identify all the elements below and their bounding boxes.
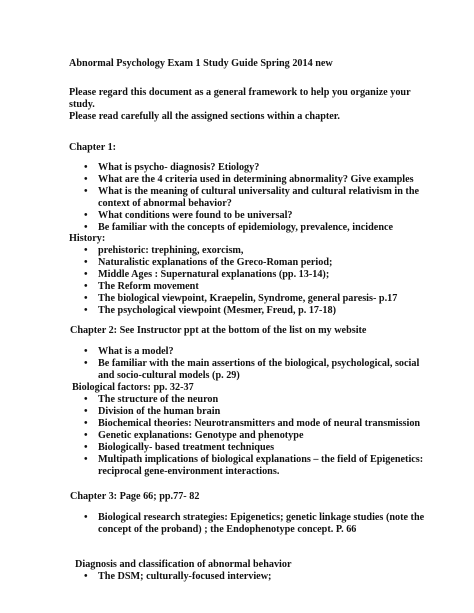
list-item: • Division of the human brain	[84, 406, 221, 417]
list-item: • The Reform movement	[84, 281, 199, 292]
list-item: • Middle Ages : Supernatural explanations (pp. 13-14);	[84, 269, 330, 280]
list-item: • The biological viewpoint, Kraepelin, Syndrome, general paresis- p.17	[84, 293, 398, 304]
document-title: Abnormal Psychology Exam 1 Study Guide Spring 2014 new	[69, 58, 333, 69]
list-item-continuation: reciprocal gene-environment interactions.	[98, 466, 280, 477]
list-item: • Biochemical theories: Neurotransmitters and mode of neural transmission	[84, 418, 421, 429]
list-item: • What conditions were found to be universal?	[84, 210, 293, 221]
list-item-continuation: context of abnormal behavior?	[98, 198, 232, 209]
list-item-continuation: and socio-cultural models (p. 29)	[98, 370, 240, 381]
list-item: • prehistoric: trephining, exorcism,	[84, 245, 244, 256]
list-item: • What is a model?	[84, 346, 174, 357]
list-item: • What is the meaning of cultural universality and cultural relativism in the	[84, 186, 420, 197]
list-item: • Biological research strategies: Epigenetics; genetic linkage studies (note the	[84, 512, 425, 523]
list-item: • Multipath implications of biological explanations – the field of Epigenetics:	[84, 454, 424, 465]
chapter2-heading: Chapter 2: See Instructor ppt at the bottom of the list on my website	[70, 325, 367, 336]
list-item: • The structure of the neuron	[84, 394, 219, 405]
list-item-continuation: concept of the proband) ; the Endophenotype concept. P. 66	[98, 524, 357, 535]
intro-line: study.	[69, 99, 95, 110]
biological-factors-heading: Biological factors: pp. 32-37	[72, 382, 194, 393]
list-item: • The DSM; culturally-focused interview;	[84, 571, 272, 582]
intro-line: Please regard this document as a general framework to help you organize your	[69, 87, 411, 98]
intro-line: Please read carefully all the assigned sections within a chapter.	[69, 111, 340, 122]
list-item: • Be familiar with the main assertions of the biological, psychological, social	[84, 358, 420, 369]
list-item: • Be familiar with the concepts of epidemiology, prevalence, incidence	[84, 222, 394, 233]
chapter3-heading: Chapter 3: Page 66; pp.77- 82	[70, 491, 200, 502]
list-item: • Genetic explanations: Genotype and phenotype	[84, 430, 304, 441]
history-heading: History:	[69, 233, 106, 244]
diagnosis-heading: Diagnosis and classification of abnormal behavior	[75, 559, 292, 570]
list-item: • Naturalistic explanations of the Greco-Roman period;	[84, 257, 333, 268]
list-item: • What is psycho- diagnosis? Etiology?	[84, 162, 260, 173]
list-item: • What are the 4 criteria used in determining abnormality? Give examples	[84, 174, 414, 185]
list-item: • Biologically- based treatment techniques	[84, 442, 275, 453]
list-item: • The psychological viewpoint (Mesmer, Freud, p. 17-18)	[84, 305, 336, 316]
chapter1-heading: Chapter 1:	[69, 142, 117, 153]
